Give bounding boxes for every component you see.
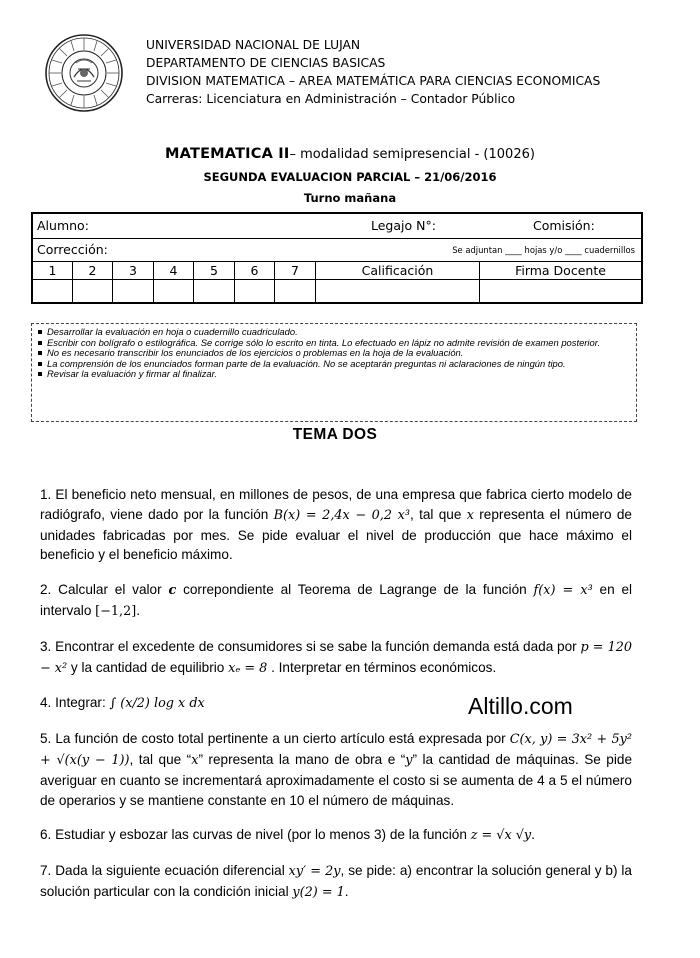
score-column-header: 1 [33, 262, 73, 279]
commission-label: Comisión: [533, 218, 595, 233]
careers-line: Carreras: Licenciatura en Administración – Contador Público [146, 92, 516, 106]
course-title [0, 146, 700, 162]
problem-text: . [136, 602, 141, 618]
score-entry-row [33, 280, 641, 304]
math-expression: C(x, y) = 3x² + 5y² + √(x(y − 1)) [40, 732, 632, 768]
student-label: Alumno: [37, 218, 89, 233]
course-mode: – modalidad semipresencial - (10026) [289, 147, 535, 162]
math-expression: z = √x √y [470, 828, 532, 844]
problem-3 [40, 637, 632, 679]
score-column-header: 7 [275, 262, 316, 279]
score-cell[interactable] [194, 280, 235, 304]
math-expression: [−1,2] [95, 603, 137, 619]
grade-cell[interactable] [316, 280, 480, 304]
correction-row [33, 239, 641, 262]
problem-text: . [344, 883, 349, 899]
problem-text: 2. Calcular el valor [40, 582, 162, 598]
problem-7 [40, 861, 632, 903]
math-expression: ∫ (x/2) log x dx [109, 696, 205, 712]
instruction-item: Escribir con bolígrafo o estilográfica. Se corrige sólo lo escrito en tinta. Lo efectuado en lápiz no admite revisión de examen posterior. [38, 338, 631, 349]
problem-text: y la cantidad de equilibrio [70, 659, 225, 675]
signature-cell[interactable] [480, 280, 641, 304]
problem-text: en el intervalo [40, 582, 633, 618]
problem-text: 7. Dada la siguiente ecuación diferencial [40, 863, 285, 879]
university-seal-icon [44, 33, 124, 113]
problem-text: representa el número de unidades fabricadas por mes. Se pide evaluar el nivel de producción que hace máximo el beneficio y el beneficio máximo. [40, 506, 632, 563]
signature-column-header: Firma Docente [515, 263, 606, 278]
math-expression: xy′ = 2y [288, 864, 341, 880]
correction-label: Corrección: [37, 242, 108, 257]
file-number-label: Legajo N°: [371, 218, 436, 233]
problem-text: ” representa la mano de obra e “ [198, 751, 406, 767]
problem-5 [40, 729, 632, 810]
score-column-header: 3 [113, 262, 154, 279]
score-cell[interactable] [73, 280, 113, 304]
instructions-box [31, 323, 637, 422]
evaluation-title: SEGUNDA EVALUACION PARCIAL – 21/06/2016 [203, 170, 497, 184]
problem-text: 5. La función de costo total pertinente a un cierto artículo está expresada por [40, 731, 506, 747]
score-cell[interactable] [113, 280, 154, 304]
watermark: Altillo.com [468, 693, 573, 719]
problem-text: 3. Encontrar el excedente de consumidores si se sabe la función demanda está dada por [40, 638, 577, 654]
instruction-item: Revisar la evaluación y firmar al finalizar. [38, 369, 631, 380]
problem-text: . Interpretar en términos económicos. [271, 659, 497, 675]
score-cell[interactable] [33, 280, 73, 304]
problem-2 [40, 580, 632, 622]
institution-header [146, 36, 600, 108]
problem-1 [40, 485, 632, 565]
score-column-header: 5 [194, 262, 235, 279]
math-expression: B(x) = 2,4x − 0,2 x³ [273, 507, 410, 523]
problem-text: 6. Estudiar y esbozar las curvas de nivel (por lo menos 3) de la función [40, 827, 467, 843]
division-name: DIVISION MATEMATICA – AREA MATEMÁTICA PARA CIENCIAS ECONOMICAS [146, 74, 601, 88]
exam-theme: TEMA DOS [292, 426, 378, 443]
problem-text: correpondiente al Teorema de Lagrange de la función [183, 582, 527, 598]
instruction-item: Desarrollar la evaluación en hoja o cuadernillo cuadriculado. [38, 327, 631, 338]
math-expression: y [405, 752, 413, 768]
math-expression: c [168, 583, 177, 599]
problem-text: 4. Integrar: [40, 695, 106, 711]
math-expression: x [466, 507, 474, 523]
score-cell[interactable] [154, 280, 194, 304]
problem-text: 1. El beneficio neto mensual, en millones de pesos, de una empresa que fabrica cierto modelo de radiógrafo, viene dado por la función [40, 487, 632, 522]
instruction-item: La comprensión de los enunciados forman parte de la evaluación. No se aceptarán preguntas ni aclaraciones de ningún tipo. [38, 359, 631, 370]
instruction-item: No es necesario transcribir los enunciados de los ejercicios o problemas en la hoja de la evaluación. [38, 348, 631, 359]
department-name: DEPARTAMENTO DE CIENCIAS BASICAS [146, 56, 386, 70]
score-cell[interactable] [275, 280, 316, 304]
problem-text: ” la cantidad de máquinas. Se pide averiguar en cuanto se incrementará aproximadamente el costo si se aumenta de 4 a 5 el número de operarios y se mantiene constante en 10 el número de máquinas. [40, 751, 632, 808]
score-header-row [33, 262, 641, 280]
score-column-header: 4 [154, 262, 194, 279]
exam-shift: Turno mañana [303, 191, 397, 205]
problem-text: , tal que [409, 506, 462, 522]
university-name: UNIVERSIDAD NACIONAL DE LUJAN [146, 38, 361, 52]
course-name: MATEMATICA II [165, 146, 290, 162]
math-expression: xₑ = 8 [228, 660, 268, 676]
problem-text: . [531, 827, 535, 843]
grade-column-header: Calificación [316, 262, 480, 279]
math-expression: p = 120 − x² [40, 639, 632, 676]
problem-text: , se pide: a) encontrar la solución general y b) la solución particular con la condición inicial [40, 863, 632, 899]
math-expression: y(2) = 1 [292, 884, 345, 900]
score-column-header: 2 [73, 262, 113, 279]
problem-6 [40, 825, 632, 846]
score-column-header: 6 [235, 262, 275, 279]
score-cell[interactable] [235, 280, 275, 304]
grading-table [31, 212, 643, 304]
math-expression: f(x) = x³ [533, 583, 593, 599]
attached-sheets-note: Se adjuntan ____ hojas y/o ____ cuadernillos [452, 245, 635, 255]
math-expression: x [191, 752, 199, 768]
student-row [33, 214, 641, 239]
problem-text: , tal que “ [129, 751, 192, 767]
